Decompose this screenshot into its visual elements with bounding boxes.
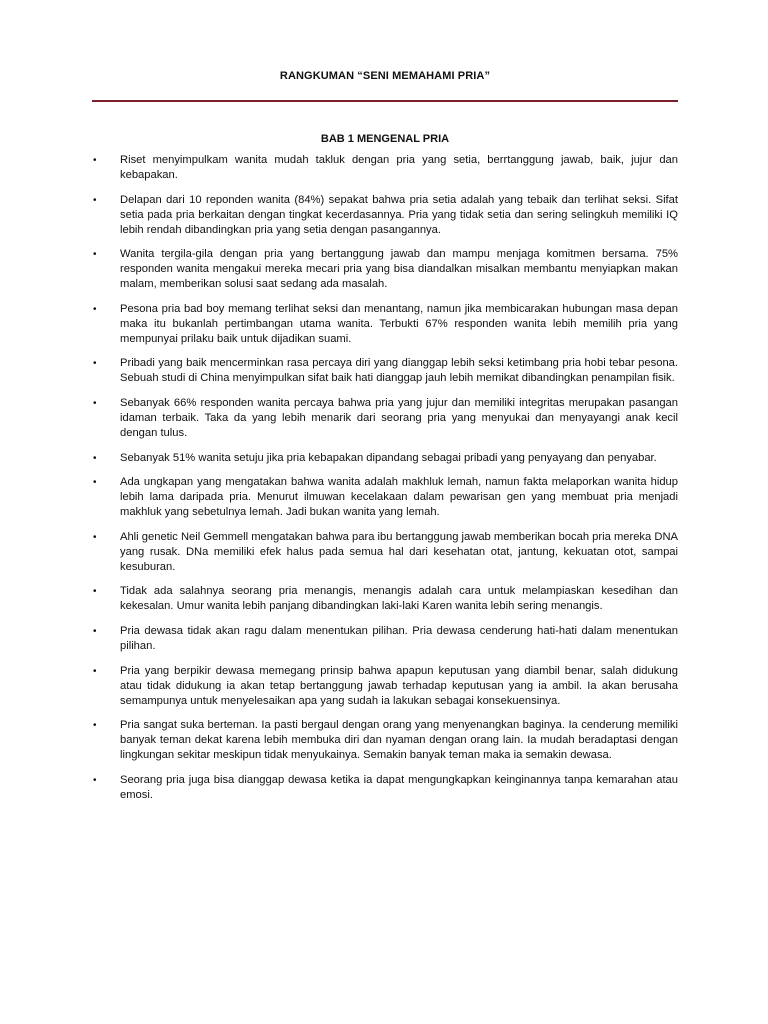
list-item	[92, 475, 678, 520]
bullet-icon: •	[93, 303, 97, 315]
list-item	[92, 624, 678, 654]
bullet-icon: •	[93, 155, 97, 166]
list-item-text: Pesona pria bad boy memang terlihat seksi dan menantang, namun jika membicarakan hubungan masa depan maka itu bukanlah pertimbangan utama wanita. Terbukti 67% responden wanita lebih memilih pria yang mempunyai prilaku baik untuk dijadikan suami.	[120, 302, 678, 345]
list-item-text: Pribadi yang baik mencerminkan rasa percaya diri yang dianggap lebih seksi ketimbang pria hobi tebar pesona. Sebuah studi di China menyimpulkan sifat baik hati dianggap jauh lebih memikat dibandingkan penampilan fisik.	[120, 357, 678, 385]
bullet-icon: •	[93, 531, 97, 543]
list-item-text: Sebanyak 66% responden wanita percaya bahwa pria yang jujur dan memiliki integritas merupakan pasangan idaman terbaik. Taka da yang lebih menarik dari seorang pria yang menyukai dan menyayangi anak kecil dengan tulus.	[120, 396, 678, 439]
list-item	[92, 664, 678, 709]
list-item	[92, 153, 678, 183]
title-divider	[92, 100, 678, 102]
list-item-text: Pria dewasa tidak akan ragu dalam menentukan pilihan. Pria dewasa cenderung hati-hati dalam menentukan pilihan.	[120, 624, 678, 652]
bullet-icon: •	[93, 452, 97, 464]
bullet-icon: •	[93, 397, 97, 409]
list-item-text: Pria sangat suka berteman. Ia pasti bergaul dengan orang yang menyenangkan baginya. Ia cenderung memiliki banyak teman dekat karena lebih membuka diri dan nyaman dengan orang lain. Ia mudah beradaptasi dengan lingkungan sekitar meskipun tidak menyukainya. Semakin banyak teman maka ia semakin dewasa.	[120, 719, 678, 762]
list-item-text: Riset menyimpulkam wanita mudah takluk dengan pria yang setia, berrtanggung jawab, baik, jujur dan kebapakan.	[120, 154, 678, 181]
bullet-icon: •	[93, 774, 97, 786]
chapter-heading: BAB 1 MENGENAL PRIA	[320, 133, 450, 145]
bullet-list	[92, 153, 678, 812]
list-item	[92, 718, 678, 763]
bullet-icon: •	[93, 586, 97, 598]
bullet-icon: •	[93, 194, 97, 206]
bullet-icon: •	[93, 249, 97, 261]
list-item-text: Pria yang berpikir dewasa memegang prinsip bahwa apapun keputusan yang diambil benar, salah didukung atau tidak didukung ia akan tetap bertanggung jawab terhadap keputusan yang ia ambil. Ia akan berusaha semampunya untuk menyelesaikan apa yang sudah ia lakukan sebagai konsekuensinya.	[120, 664, 678, 707]
list-item	[92, 396, 678, 441]
list-item-text: Seorang pria juga bisa dianggap dewasa ketika ia dapat mengungkapkan keinginannya tanpa kemarahan atau emosi.	[120, 773, 678, 801]
list-item-text: Delapan dari 10 reponden wanita (84%) sepakat bahwa pria setia adalah yang tebaik dan terlihat seksi. Sifat setia pada pria berkaitan dengan tingkat kecerdasannya. Pria yang tidak setia dan sering selingkuh memiliki IQ lebih rendah dibandingkan pria yang setia dengan pasangannya.	[120, 193, 678, 236]
bullet-icon: •	[93, 625, 97, 637]
list-item-text: Wanita tergila-gila dengan pria yang bertanggung jawab dan mampu menjaga komitmen bersama. 75% responden wanita mengakui mereka mecari pria yang bisa diandalkan misalkan membantu menyiapkan makan malam, memberikan solusi saat sedang ada masalah.	[120, 248, 678, 291]
document-title: RANGKUMAN “SENI MEMAHAMI PRIA”	[279, 70, 491, 82]
list-item-text: Tidak ada salahnya seorang pria menangis, menangis adalah cara untuk melampiaskan kesedihan dan kekesalan. Umur wanita lebih panjang dibandingkan laki-laki Karen wanita lebih sering menangis.	[120, 585, 678, 613]
list-item	[92, 193, 678, 238]
list-item-text: Ada ungkapan yang mengatakan bahwa wanita adalah makhluk lemah, namun fakta melaporkan wanita hidup lebih lama daripada pria. Menurut ilmuwan kecelakaan dalam pewarisan gen yang membuat pria menjadi makhluk yang sebetulnya lemah. Jadi bukan wanita yang lemah.	[120, 476, 678, 519]
bullet-icon: •	[93, 720, 97, 732]
bullet-icon: •	[93, 358, 97, 370]
list-item	[92, 530, 678, 575]
list-item	[92, 584, 678, 614]
bullet-icon: •	[93, 477, 97, 489]
list-item	[92, 247, 678, 292]
bullet-icon: •	[93, 665, 97, 677]
list-item	[92, 302, 678, 347]
list-item	[92, 356, 678, 386]
list-item-text: Ahli genetic Neil Gemmell mengatakan bahwa para ibu bertanggung jawab memberikan bocah pria mereka DNA yang rusak. DNa memiliki efek halus pada semua hal dari kesehatan otat, jantung, kekuatan otot, sampai kesuburan.	[120, 530, 678, 573]
list-item	[92, 773, 678, 803]
list-item	[92, 451, 678, 466]
list-item-text: Sebanyak 51% wanita setuju jika pria kebapakan dipandang sebagai pribadi yang penyayang dan penyabar.	[120, 451, 657, 464]
